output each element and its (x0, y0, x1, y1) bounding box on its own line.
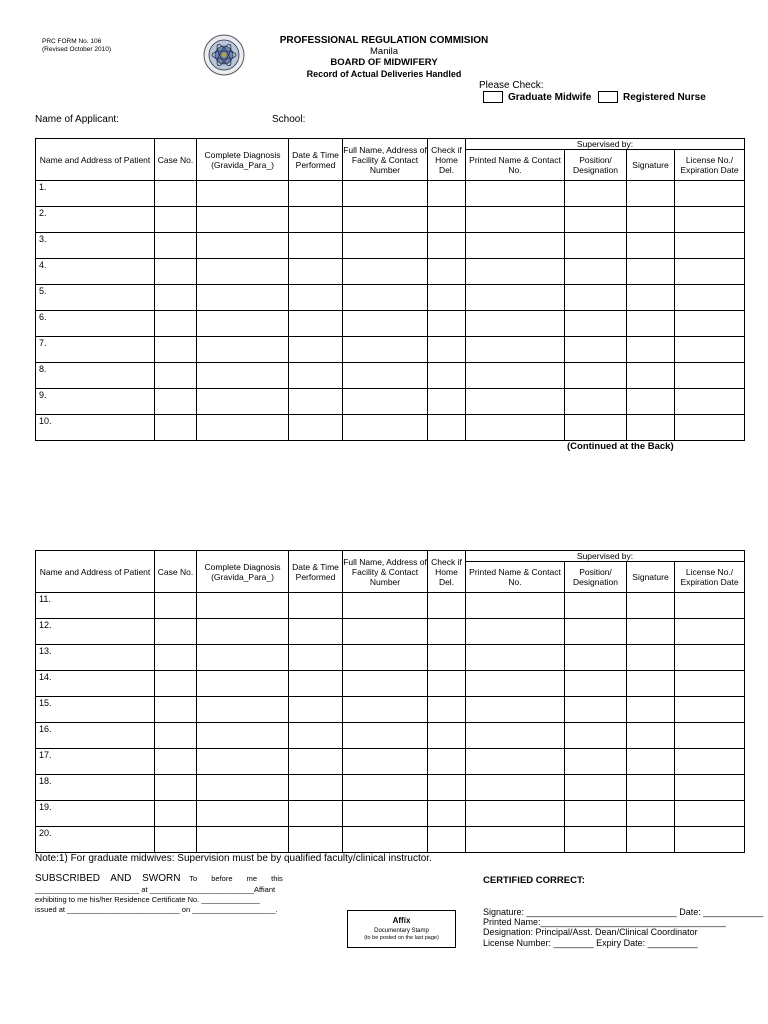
table-cell[interactable] (466, 749, 565, 775)
table-cell[interactable] (155, 671, 197, 697)
table-cell[interactable] (343, 363, 428, 389)
table-cell[interactable] (627, 775, 675, 801)
table-cell[interactable] (627, 389, 675, 415)
table-cell[interactable] (289, 233, 343, 259)
table-cell[interactable] (675, 801, 745, 827)
row-number-cell[interactable]: 6. (36, 311, 155, 337)
table-row (36, 801, 745, 827)
row-number-cell[interactable]: 11. (36, 593, 155, 619)
table-cell[interactable] (675, 749, 745, 775)
table-cell[interactable] (565, 389, 627, 415)
table-cell[interactable] (627, 363, 675, 389)
stamp-affix: Affix (392, 916, 411, 925)
table-row (36, 697, 745, 723)
table-cell[interactable] (343, 593, 428, 619)
table-cell[interactable] (428, 645, 466, 671)
issued-at-line: issued at ___________________________ on ____________________. (35, 905, 278, 914)
table-cell[interactable] (627, 671, 675, 697)
table-cell[interactable] (197, 207, 289, 233)
table-cell[interactable] (343, 801, 428, 827)
table-cell[interactable] (197, 671, 289, 697)
table-cell[interactable] (197, 311, 289, 337)
table-cell[interactable] (565, 363, 627, 389)
continued-note: (Continued at the Back) (567, 441, 674, 452)
table-cell[interactable] (289, 415, 343, 441)
table-cell[interactable] (428, 233, 466, 259)
table-cell[interactable] (466, 645, 565, 671)
table-cell[interactable] (565, 311, 627, 337)
table-cell[interactable] (155, 337, 197, 363)
table-cell[interactable] (675, 311, 745, 337)
row-number-cell[interactable]: 9. (36, 389, 155, 415)
table-cell[interactable] (675, 259, 745, 285)
table-cell[interactable] (675, 337, 745, 363)
table-cell[interactable] (627, 749, 675, 775)
table-cell[interactable] (627, 415, 675, 441)
table-cell[interactable] (627, 233, 675, 259)
table-cell[interactable] (343, 645, 428, 671)
table-cell[interactable] (466, 337, 565, 363)
table-cell[interactable] (289, 619, 343, 645)
table-cell[interactable] (565, 233, 627, 259)
table-cell[interactable] (197, 363, 289, 389)
table-cell[interactable] (466, 207, 565, 233)
row-number-cell[interactable]: 18. (36, 775, 155, 801)
table-cell[interactable] (466, 671, 565, 697)
table-cell[interactable] (565, 207, 627, 233)
table-cell[interactable] (289, 827, 343, 853)
table-cell[interactable] (675, 593, 745, 619)
table-cell[interactable] (155, 285, 197, 311)
table-cell[interactable] (197, 775, 289, 801)
table-cell[interactable] (565, 593, 627, 619)
table-row (36, 259, 745, 285)
table-cell[interactable] (428, 311, 466, 337)
table-cell[interactable] (428, 415, 466, 441)
table-cell[interactable] (343, 775, 428, 801)
col-case-no: Case No. (155, 139, 197, 181)
table-cell[interactable] (428, 619, 466, 645)
table-cell[interactable] (197, 593, 289, 619)
table-cell[interactable] (675, 233, 745, 259)
deliveries-table-1 (35, 138, 745, 441)
table-cell[interactable] (565, 749, 627, 775)
table-cell[interactable] (343, 415, 428, 441)
row-number-cell[interactable]: 12. (36, 619, 155, 645)
table-cell[interactable] (155, 775, 197, 801)
table-row (36, 723, 745, 749)
table-row (36, 181, 745, 207)
form-number (42, 38, 111, 54)
table-row (36, 207, 745, 233)
table-cell[interactable] (675, 827, 745, 853)
table-cell[interactable] (155, 723, 197, 749)
col-date-time: Date & Time Performed (289, 139, 343, 181)
table-cell[interactable] (343, 827, 428, 853)
col-position: Position/ Designation (565, 150, 627, 181)
table-cell[interactable] (155, 259, 197, 285)
table-cell[interactable] (197, 233, 289, 259)
table-cell[interactable] (289, 363, 343, 389)
row-number-cell[interactable]: 15. (36, 697, 155, 723)
table-cell[interactable] (155, 389, 197, 415)
table-row (36, 285, 745, 311)
table-cell[interactable] (155, 415, 197, 441)
table-cell[interactable] (428, 827, 466, 853)
table-cell[interactable] (675, 285, 745, 311)
deliveries-table-2 (35, 550, 745, 853)
table-cell[interactable] (627, 311, 675, 337)
row-number-cell[interactable]: 8. (36, 363, 155, 389)
please-check-label: Please Check: (479, 80, 544, 91)
table-row (36, 233, 745, 259)
table-cell[interactable] (466, 697, 565, 723)
table-row (36, 619, 745, 645)
table-cell[interactable] (197, 285, 289, 311)
row-number-cell[interactable]: 16. (36, 723, 155, 749)
table-cell[interactable] (428, 207, 466, 233)
table-cell[interactable] (466, 233, 565, 259)
table-cell[interactable] (466, 619, 565, 645)
row-number-cell[interactable]: 19. (36, 801, 155, 827)
table-cell[interactable] (565, 415, 627, 441)
col-supervised-by: Supervised by: (466, 139, 745, 150)
col-home-delivery: Check if Home Del. (428, 551, 466, 593)
documentary-stamp-box (347, 910, 456, 948)
table-cell[interactable] (565, 645, 627, 671)
table-cell[interactable] (428, 723, 466, 749)
table-cell[interactable] (466, 723, 565, 749)
table-cell[interactable] (289, 645, 343, 671)
table-cell[interactable] (675, 415, 745, 441)
table-cell[interactable] (466, 363, 565, 389)
license-expiry-line: License Number: ________ Expiry Date: __________ (483, 938, 698, 948)
table-cell[interactable] (289, 389, 343, 415)
table-cell[interactable] (289, 723, 343, 749)
table-cell[interactable] (343, 671, 428, 697)
col-diagnosis: Complete Diagnosis (Gravida_Para_) (197, 551, 289, 593)
table-cell[interactable] (675, 723, 745, 749)
table-cell[interactable] (155, 645, 197, 671)
col-facility: Full Name, Address of Facility & Contact Number (343, 139, 428, 181)
table-cell[interactable] (289, 593, 343, 619)
registered-nurse-label: Registered Nurse (623, 92, 706, 103)
table-cell[interactable] (155, 207, 197, 233)
table-cell[interactable] (289, 671, 343, 697)
table-cell[interactable] (289, 697, 343, 723)
table-cell[interactable] (565, 697, 627, 723)
table-cell[interactable] (343, 181, 428, 207)
table-cell[interactable] (289, 801, 343, 827)
table-cell[interactable] (155, 801, 197, 827)
table-cell[interactable] (428, 697, 466, 723)
affiant-line: _________________________ at _________________________Affiant (35, 885, 276, 894)
table-cell[interactable] (466, 801, 565, 827)
table-cell[interactable] (627, 285, 675, 311)
table-cell[interactable] (197, 801, 289, 827)
table-cell[interactable] (565, 285, 627, 311)
table-cell[interactable] (627, 645, 675, 671)
table-cell[interactable] (343, 233, 428, 259)
printed-name-line: Printed Name:_____________________________________ (483, 917, 726, 927)
col-signature: Signature (627, 562, 675, 593)
row-number-cell[interactable]: 20. (36, 827, 155, 853)
row-number-cell[interactable]: 17. (36, 749, 155, 775)
table-cell[interactable] (565, 801, 627, 827)
col-name-address: Name and Address of Patient (36, 551, 155, 593)
table-cell[interactable] (343, 697, 428, 723)
table-cell[interactable] (675, 775, 745, 801)
table-cell[interactable] (155, 363, 197, 389)
table-cell[interactable] (343, 337, 428, 363)
table-row (36, 775, 745, 801)
row-number-cell[interactable]: 14. (36, 671, 155, 697)
table-cell[interactable] (466, 181, 565, 207)
table-cell[interactable] (565, 827, 627, 853)
table-cell[interactable] (466, 415, 565, 441)
col-signature: Signature (627, 150, 675, 181)
table-cell[interactable] (428, 363, 466, 389)
table-cell[interactable] (428, 389, 466, 415)
row-number-cell[interactable]: 5. (36, 285, 155, 311)
table-cell[interactable] (428, 775, 466, 801)
table-cell[interactable] (675, 207, 745, 233)
table-cell[interactable] (428, 671, 466, 697)
table-cell[interactable] (627, 827, 675, 853)
school-label: School: (272, 114, 306, 125)
col-license: License No./ Expiration Date (675, 562, 745, 593)
table-cell[interactable] (197, 389, 289, 415)
table-cell[interactable] (565, 181, 627, 207)
org-title: PROFESSIONAL REGULATION COMMISION (279, 35, 489, 46)
residence-certificate-line: exhibiting to me his/her Residence Certificate No. ______________ (35, 895, 260, 904)
table-cell[interactable] (627, 801, 675, 827)
table-cell[interactable] (197, 181, 289, 207)
table-cell[interactable] (428, 337, 466, 363)
table-cell[interactable] (289, 181, 343, 207)
table-row (36, 415, 745, 441)
table-cell[interactable] (627, 697, 675, 723)
table-cell[interactable] (565, 723, 627, 749)
table-cell[interactable] (197, 415, 289, 441)
subscribed-sworn-line (35, 873, 290, 884)
table-cell[interactable] (155, 233, 197, 259)
table-cell[interactable] (428, 749, 466, 775)
table-cell[interactable] (627, 259, 675, 285)
table-cell[interactable] (289, 337, 343, 363)
table-cell[interactable] (343, 259, 428, 285)
table-cell[interactable] (197, 337, 289, 363)
table-cell[interactable] (289, 311, 343, 337)
table-cell[interactable] (565, 259, 627, 285)
table-cell[interactable] (343, 749, 428, 775)
col-position: Position/ Designation (565, 562, 627, 593)
table-cell[interactable] (155, 593, 197, 619)
table-row (36, 645, 745, 671)
table-cell[interactable] (675, 619, 745, 645)
stamp-instruction: (to be posted on the last page) (364, 935, 439, 941)
col-printed-name: Printed Name & Contact No. (466, 562, 565, 593)
table-cell[interactable] (466, 259, 565, 285)
signature-date-line: Signature: ______________________________ Date: ____________ (483, 907, 764, 917)
table-cell[interactable] (343, 723, 428, 749)
row-number-cell[interactable]: 13. (36, 645, 155, 671)
table-cell[interactable] (675, 645, 745, 671)
table-row (36, 827, 745, 853)
col-case-no: Case No. (155, 551, 197, 593)
table-cell[interactable] (343, 285, 428, 311)
prc-seal-icon (203, 34, 245, 76)
table-cell[interactable] (343, 619, 428, 645)
table-cell[interactable] (466, 593, 565, 619)
table-cell[interactable] (155, 827, 197, 853)
col-facility: Full Name, Address of Facility & Contact Number (343, 551, 428, 593)
table-cell[interactable] (675, 389, 745, 415)
table-cell[interactable] (155, 181, 197, 207)
graduate-midwife-label: Graduate Midwife (508, 92, 592, 103)
table-cell[interactable] (675, 363, 745, 389)
form-number-text: PRC FORM No. 106 (42, 38, 102, 45)
table-row (36, 671, 745, 697)
col-supervised-by: Supervised by: (466, 551, 745, 562)
row-number-cell[interactable]: 10. (36, 415, 155, 441)
table-cell[interactable] (627, 337, 675, 363)
table-cell[interactable] (343, 311, 428, 337)
table-cell[interactable] (675, 697, 745, 723)
table-cell[interactable] (289, 285, 343, 311)
board-title: BOARD OF MIDWIFERY (330, 57, 438, 68)
row-number-cell[interactable]: 4. (36, 259, 155, 285)
table-cell[interactable] (675, 181, 745, 207)
table-cell[interactable] (627, 593, 675, 619)
table-cell[interactable] (289, 749, 343, 775)
table-cell[interactable] (343, 389, 428, 415)
table-cell[interactable] (565, 671, 627, 697)
col-home-delivery: Check if Home Del. (428, 139, 466, 181)
table-cell[interactable] (466, 389, 565, 415)
row-number-cell[interactable]: 3. (36, 233, 155, 259)
registered-nurse-checkbox[interactable] (598, 91, 618, 103)
table-cell[interactable] (627, 207, 675, 233)
table-cell[interactable] (428, 259, 466, 285)
table-row (36, 363, 745, 389)
row-number-cell[interactable]: 2. (36, 207, 155, 233)
table-cell[interactable] (197, 749, 289, 775)
graduate-midwife-checkbox[interactable] (483, 91, 503, 103)
table-cell[interactable] (289, 259, 343, 285)
subscribed-sworn-text: SUBSCRIBED AND SWORN (35, 873, 181, 884)
supervision-note: Note:1) For graduate midwives: Supervision must be by qualified faculty/clinical instructor. (35, 853, 432, 864)
certified-correct-title: CERTIFIED CORRECT: (483, 875, 585, 886)
table-cell[interactable] (627, 723, 675, 749)
table-cell[interactable] (155, 749, 197, 775)
col-date-time: Date & Time Performed (289, 551, 343, 593)
table-cell[interactable] (466, 775, 565, 801)
table-cell[interactable] (627, 619, 675, 645)
applicant-name-label: Name of Applicant: (35, 114, 119, 125)
table-cell[interactable] (197, 259, 289, 285)
table-cell[interactable] (565, 775, 627, 801)
col-printed-name: Printed Name & Contact No. (466, 150, 565, 181)
col-diagnosis: Complete Diagnosis (Gravida_Para_) (197, 139, 289, 181)
table-cell[interactable] (289, 775, 343, 801)
city: Manila (370, 46, 398, 57)
table-cell[interactable] (466, 285, 565, 311)
table-cell[interactable] (289, 207, 343, 233)
table-cell[interactable] (197, 645, 289, 671)
table-cell[interactable] (155, 619, 197, 645)
table-cell[interactable] (466, 827, 565, 853)
table-cell[interactable] (197, 723, 289, 749)
row-number-cell[interactable]: 1. (36, 181, 155, 207)
table-row (36, 311, 745, 337)
table-row (36, 337, 745, 363)
col-license: License No./ Expiration Date (675, 150, 745, 181)
record-title: Record of Actual Deliveries Handled (306, 69, 462, 79)
table-row (36, 389, 745, 415)
revised-text: (Revised October 2010) (42, 46, 112, 53)
table-cell[interactable] (197, 619, 289, 645)
table-cell[interactable] (155, 311, 197, 337)
table-cell[interactable] (428, 285, 466, 311)
table-row (36, 749, 745, 775)
table-cell[interactable] (197, 697, 289, 723)
table-cell[interactable] (565, 337, 627, 363)
table-row (36, 593, 745, 619)
table-cell[interactable] (197, 827, 289, 853)
table-cell[interactable] (155, 697, 197, 723)
designation-line: Designation: Principal/Asst. Dean/Clinical Coordinator (483, 927, 698, 937)
table-cell[interactable] (627, 181, 675, 207)
table-cell[interactable] (343, 207, 428, 233)
before-me-text: To before me this (189, 874, 283, 883)
table-cell[interactable] (428, 181, 466, 207)
stamp-documentary: Documentary Stamp (374, 928, 429, 934)
table-cell[interactable] (675, 671, 745, 697)
table-cell[interactable] (565, 619, 627, 645)
row-number-cell[interactable]: 7. (36, 337, 155, 363)
table-cell[interactable] (428, 593, 466, 619)
table-cell[interactable] (428, 801, 466, 827)
col-name-address: Name and Address of Patient (36, 139, 155, 181)
table-cell[interactable] (466, 311, 565, 337)
